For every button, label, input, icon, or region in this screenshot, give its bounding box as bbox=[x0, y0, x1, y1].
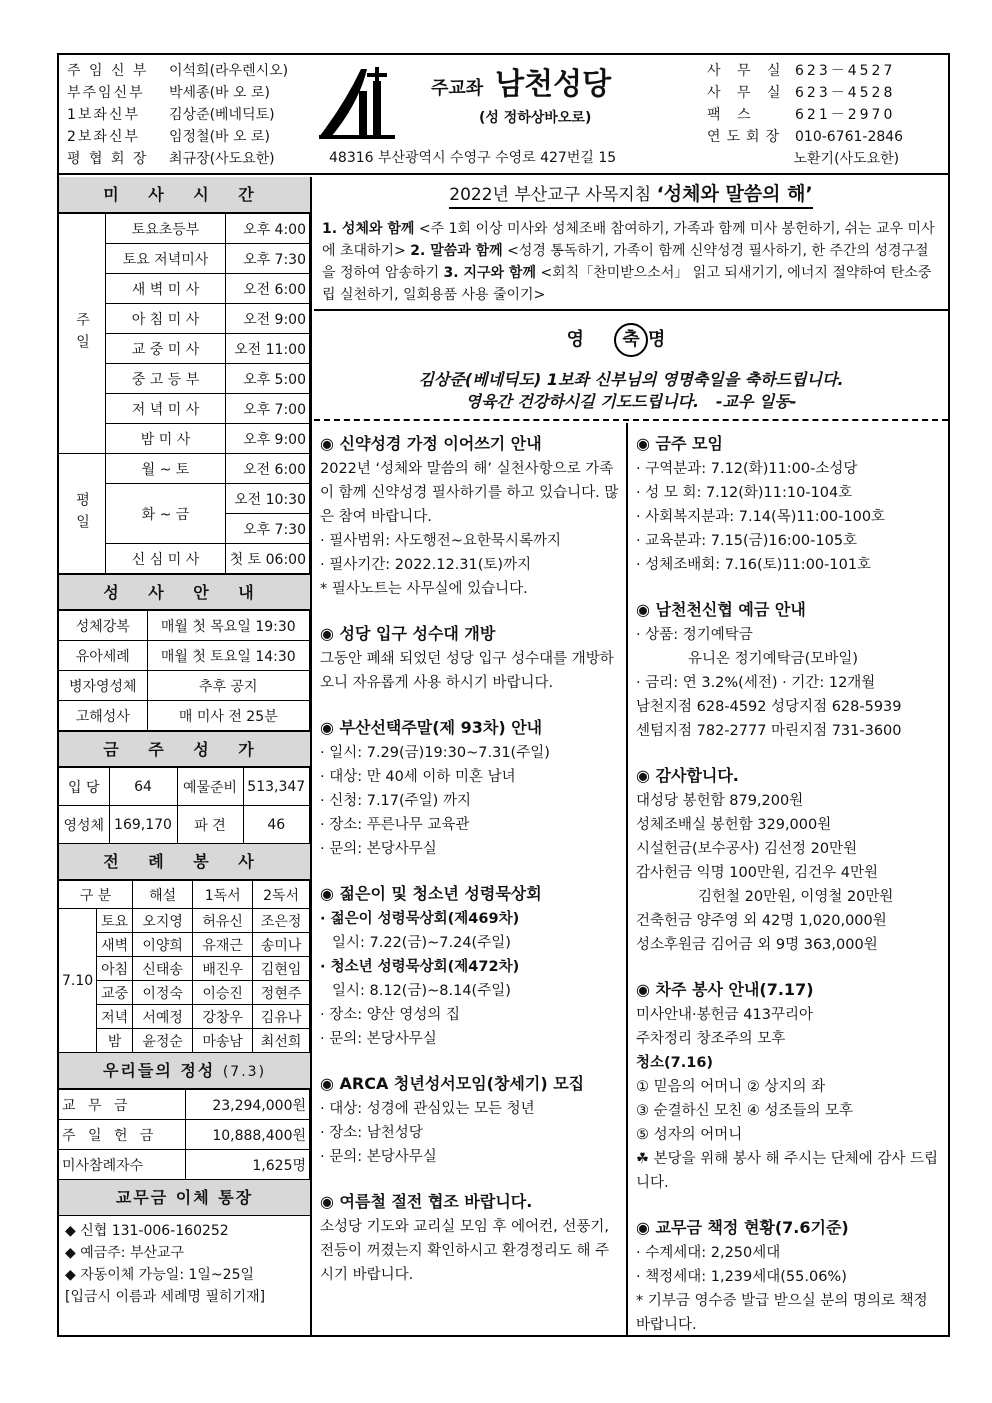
notice-title: ◉ 젊은이 및 청소년 성령묵상회 bbox=[320, 884, 542, 903]
table-row: 중 고 등 부 오후 5:00 bbox=[59, 364, 310, 394]
notice-line: 일시: 7.22(금)~7.24(주일) bbox=[332, 935, 511, 951]
notice-line: 성체조배실 봉헌함 329,000원 bbox=[636, 817, 832, 833]
notice-block bbox=[636, 597, 944, 743]
notice-line: 성소후원금 김어금 외 9명 363,000원 bbox=[636, 937, 878, 953]
notice-line: 센텀지점 782-2777 마린지점 731-3600 bbox=[636, 723, 902, 739]
notice-block bbox=[636, 1215, 944, 1337]
notice-line: 청소(7.16) bbox=[636, 1055, 714, 1071]
notice-line: · 문의: 본당사무실 bbox=[320, 837, 622, 861]
table-row: 교 중 미 사 오전 11:00 bbox=[59, 334, 310, 364]
table-row: 새벽 이양희 유재근 송미나 bbox=[59, 933, 310, 957]
notice-line: 시설헌금(보수공사) 김선정 20만원 bbox=[636, 841, 858, 857]
hymns-table bbox=[59, 767, 310, 844]
table-row: 성체강복 매월 첫 목요일 19:30 bbox=[59, 611, 310, 641]
notice-block bbox=[636, 763, 944, 957]
notice-line: · 상품: 정기예탁금 bbox=[636, 623, 944, 647]
diocese-guideline-body: 1. 성체와 함께 <주 1회 이상 미사와 성체조배 참여하기, 가족과 함께 미사 봉헌하기, 쉬는 교우 미사에 초대하기> 2. 말씀과 함께 <성경 통독하기, 가족이 함께 신약성경 필사하기, 한 주간의 성경구절을 정하여 암송하기 3. 지구와 함께 <회칙「찬미받으소서」 읽고 되새기기, 에너지 절약하여 탄소중립 실천하기, 일회용품 사용 줄이기> bbox=[314, 213, 948, 311]
notice-line: · 대상: 성경에 관심있는 모든 청년 bbox=[320, 1097, 622, 1121]
account-info: ◆ 신협 131-006-160252 ◆ 예금주: 부산교구 ◆ 자동이체 가능일: 1일~25일 [입금시 이름과 세례명 필히기재] bbox=[65, 1223, 266, 1305]
table-row: 주 일 헌 금 10,888,400원 bbox=[59, 1120, 310, 1150]
notice-line: · 젊은이 성령묵상회(제469차) bbox=[320, 907, 622, 931]
table-row: 교중 이정숙 이승진 정현주 bbox=[59, 981, 310, 1005]
weekday-label: 평일 bbox=[59, 454, 106, 574]
liturgy-title: 전 례 봉 사 bbox=[59, 844, 310, 880]
notice-line: · 교육분과: 7.15(금)16:00-105호 bbox=[636, 529, 944, 553]
notice-title: ◉ 차주 봉사 안내(7.17) bbox=[636, 980, 814, 999]
notice-line: · 장소: 양산 영성의 집 bbox=[320, 1003, 622, 1027]
notice-line: · 일시: 7.29(금)19:30~7.31(주일) bbox=[320, 741, 622, 765]
notice-title: ◉ 남천천신협 예금 안내 bbox=[636, 600, 806, 619]
notice-title: ◉ 부산선택주말(제 93차) 안내 bbox=[320, 718, 543, 737]
notice-line: 소성당 기도와 교리실 모임 후 에어컨, 선풍기, 전등이 꺼졌는지 확인하시고 환경정리도 해 주시기 바랍니다. bbox=[320, 1219, 610, 1283]
clergy-list bbox=[67, 60, 288, 170]
notice-line: ③ 순결하신 모친 ④ 성조들의 모후 bbox=[636, 1103, 854, 1119]
notice-line: · 필사범위: 사도행전~요한묵시록까지 bbox=[320, 529, 622, 553]
table-row: 주일 토요초등부 오후 4:00 bbox=[59, 214, 310, 244]
notice-line: · 사회복지분과: 7.14(목)11:00-100호 bbox=[636, 505, 944, 529]
contact-row: 연도회장 010-6761-2846 bbox=[707, 129, 904, 145]
notice-block bbox=[320, 881, 622, 1051]
clergy-row: 부주임신부 박세종(바 오 로) bbox=[67, 85, 270, 101]
notice-title: ◉ ARCA 청년성서모임(창세기) 모집 bbox=[320, 1074, 585, 1093]
offering-title: 우리들의 정성 (7.3) bbox=[59, 1053, 310, 1089]
mass-times-table bbox=[59, 213, 310, 574]
sacraments-table bbox=[59, 610, 310, 731]
notice-line: · 장소: 푸른나무 교육관 bbox=[320, 813, 622, 837]
notice-line: · 문의: 본당사무실 bbox=[320, 1145, 622, 1169]
notice-title: ◉ 금주 모임 bbox=[636, 434, 723, 453]
table-row: 유아세례 매월 첫 토요일 14:30 bbox=[59, 641, 310, 671]
contact-row: 팩 스 621－2970 bbox=[707, 107, 896, 123]
address: 48316 부산광역시 수영구 수영로 427번길 15 bbox=[329, 150, 617, 166]
notice-line: ☘ 본당을 위해 봉사 해 주시는 단체에 감사 드립니다. bbox=[636, 1151, 938, 1191]
table-row: 밤 미 사 오후 9:00 bbox=[59, 424, 310, 454]
table-row: 아 침 미 사 오전 9:00 bbox=[59, 304, 310, 334]
notice-line: · 수계세대: 2,250세대 bbox=[636, 1241, 944, 1265]
notice-line: 건축헌금 양주영 외 42명 1,020,000원 bbox=[636, 913, 887, 929]
clergy-row: 2보좌신부 임정철(바 오 로) bbox=[67, 129, 270, 145]
notice-line: · 성체조배회: 7.16(토)11:00-101호 bbox=[636, 553, 944, 577]
notice-title: ◉ 성당 입구 성수대 개방 bbox=[320, 624, 496, 643]
notice-line: 2022년 ‘성체와 말씀의 해’ 실천사항으로 가족이 함께 신약성경 필사하기를 하고 있습니다. 많은 참여 바랍니다. bbox=[320, 461, 619, 525]
table-row: 평일 월 ~ 토 오전 6:00 bbox=[59, 454, 310, 484]
notice-line: 김헌철 20만원, 이영철 20만원 bbox=[698, 889, 894, 905]
notice-title: ◉ 신약성경 가정 이어쓰기 안내 bbox=[320, 434, 542, 453]
table-row: 새 벽 미 사 오전 6:00 bbox=[59, 274, 310, 304]
table-row: 아침 신태송 배진우 김현임 bbox=[59, 957, 310, 981]
table-row: 고해성사 매 미사 전 25분 bbox=[59, 701, 310, 731]
notice-line: · 필사기간: 2022.12.31(토)까지 bbox=[320, 553, 622, 577]
notice-line: 일시: 8.12(금)~8.14(주일) bbox=[332, 983, 511, 999]
feast-congratulations: 영 축 명 김상준(베네딕도) 1보좌 신부님의 영명축일을 축하드립니다. 영육간 건강하시길 기도드립니다. -교우 일동- bbox=[314, 311, 948, 421]
offering-table bbox=[59, 1089, 310, 1180]
contact-row: 노환기(사도요한) bbox=[793, 151, 900, 167]
table-row: 저 녁 미 사 오후 7:00 bbox=[59, 394, 310, 424]
contact-row: 사 무 실 623－4528 bbox=[707, 85, 896, 101]
table-row: 교 무 금 23,294,000원 bbox=[59, 1090, 310, 1120]
notice-line: 그동안 폐쇄 되었던 성당 입구 성수대를 개방하오니 자유롭게 사용 하시기 바랍니다. bbox=[320, 651, 614, 691]
table-row: 영성체 169,170 파 견 46 bbox=[59, 806, 310, 844]
notice-line: · 문의: 본당사무실 bbox=[320, 1027, 622, 1051]
notice-line: 미사안내·봉헌금 413꾸리아 bbox=[636, 1007, 813, 1023]
notice-line: 남천지점 628-4592 성당지점 628-5939 bbox=[636, 699, 902, 715]
church-logo-icon bbox=[315, 63, 395, 143]
table-row: 미사참례자수 1,625명 bbox=[59, 1150, 310, 1180]
notice-line: · 청소년 성령묵상회(제472차) bbox=[320, 955, 622, 979]
notice-line: 주차정리 창조주의 모후 bbox=[636, 1031, 786, 1047]
notice-line: * 필사노트는 사무실에 있습니다. bbox=[320, 581, 528, 597]
notice-line: · 금리: 연 3.2%(세전) · 기간: 12개월 bbox=[636, 671, 944, 695]
clergy-row: 주 임 신 부 이석희(라우렌시오) bbox=[67, 63, 289, 79]
notice-title: ◉ 감사합니다. bbox=[636, 766, 739, 785]
notice-line: · 장소: 남천성당 bbox=[320, 1121, 622, 1145]
notice-line: 유니온 정기예탁금(모바일) bbox=[688, 651, 858, 667]
clergy-row: 평 협 회 장 최규장(사도요한) bbox=[67, 151, 275, 167]
notice-line: 감사헌금 익명 100만원, 김건우 4만원 bbox=[636, 865, 879, 881]
table-row: 구 분 해설 1독서 2독서 bbox=[59, 881, 310, 909]
notice-line: 대성당 봉헌함 879,200원 bbox=[636, 793, 804, 809]
circle-badge: 축 bbox=[614, 323, 648, 357]
clergy-row: 1보좌신부 김상준(베네딕토) bbox=[67, 107, 275, 123]
parish-title: 주교좌 남천성당 bbox=[431, 67, 612, 102]
left-column bbox=[59, 177, 312, 1337]
notice-title: ◉ 교무금 책정 현황(7.6기준) bbox=[636, 1218, 849, 1237]
notice-block bbox=[636, 977, 944, 1195]
account-title: 교무금 이체 통장 bbox=[59, 1180, 310, 1216]
table-row: 입 당 64 예물준비 513,347 bbox=[59, 768, 310, 806]
notice-block bbox=[320, 1189, 622, 1287]
notice-block bbox=[320, 431, 622, 601]
notice-block bbox=[320, 1071, 622, 1169]
mass-times-title: 미 사 시 간 bbox=[59, 177, 310, 213]
table-row: 병자영성체 추후 공지 bbox=[59, 671, 310, 701]
notice-title: ◉ 여름철 절전 협조 바랍니다. bbox=[320, 1192, 533, 1211]
notice-block bbox=[320, 621, 622, 695]
notice-line: · 책정세대: 1,239세대(55.06%) bbox=[636, 1265, 944, 1289]
table-row: 오후 7:30 bbox=[59, 514, 310, 544]
diocese-guideline-title: 2022년 부산교구 사목지침 ‘성체와 말씀의 해’ bbox=[314, 177, 948, 213]
notice-line: · 대상: 만 40세 이하 미혼 남녀 bbox=[320, 765, 622, 789]
table-row: 밤 윤정순 마송남 최선희 bbox=[59, 1029, 310, 1053]
table-row: 신 심 미 사 첫 토 06:00 bbox=[59, 544, 310, 574]
notices-column-b bbox=[630, 423, 948, 1337]
notice-block bbox=[636, 431, 944, 577]
liturgy-table bbox=[59, 880, 310, 1053]
table-row: 화 ~ 금 오전 10:30 bbox=[59, 484, 310, 514]
right-column bbox=[314, 177, 948, 1337]
contact-list bbox=[707, 60, 903, 170]
patron-saint: (성 정하상바오로) bbox=[479, 110, 592, 126]
sacraments-title: 성 사 안 내 bbox=[59, 574, 310, 610]
contact-row: 사 무 실 623－4527 bbox=[707, 63, 896, 79]
header bbox=[59, 55, 948, 175]
notices-column-a bbox=[314, 423, 628, 1337]
notice-line: · 성 모 회: 7.12(화)11:10-104호 bbox=[636, 481, 944, 505]
table-row: 7.10 토요 오지영 허유신 조은정 bbox=[59, 909, 310, 933]
notice-line: ① 믿음의 어머니 ② 상지의 좌 bbox=[636, 1079, 826, 1095]
notice-line: ⑤ 성자의 어머니 bbox=[636, 1127, 743, 1143]
notice-line: · 구역분과: 7.12(화)11:00-소성당 bbox=[636, 457, 944, 481]
notice-line: * 기부금 영수증 발급 받으실 분의 명의로 책정 바랍니다. bbox=[636, 1293, 928, 1333]
bulletin-page bbox=[57, 53, 950, 1337]
table-row: 저녁 서예정 강창우 김유나 bbox=[59, 1005, 310, 1029]
hymns-title: 금 주 성 가 bbox=[59, 731, 310, 767]
notice-block bbox=[320, 715, 622, 861]
sunday-label: 주일 bbox=[59, 214, 106, 454]
table-row: 토요 저녁미사 오후 7:30 bbox=[59, 244, 310, 274]
notice-line: · 신청: 7.17(주일) 까지 bbox=[320, 789, 622, 813]
